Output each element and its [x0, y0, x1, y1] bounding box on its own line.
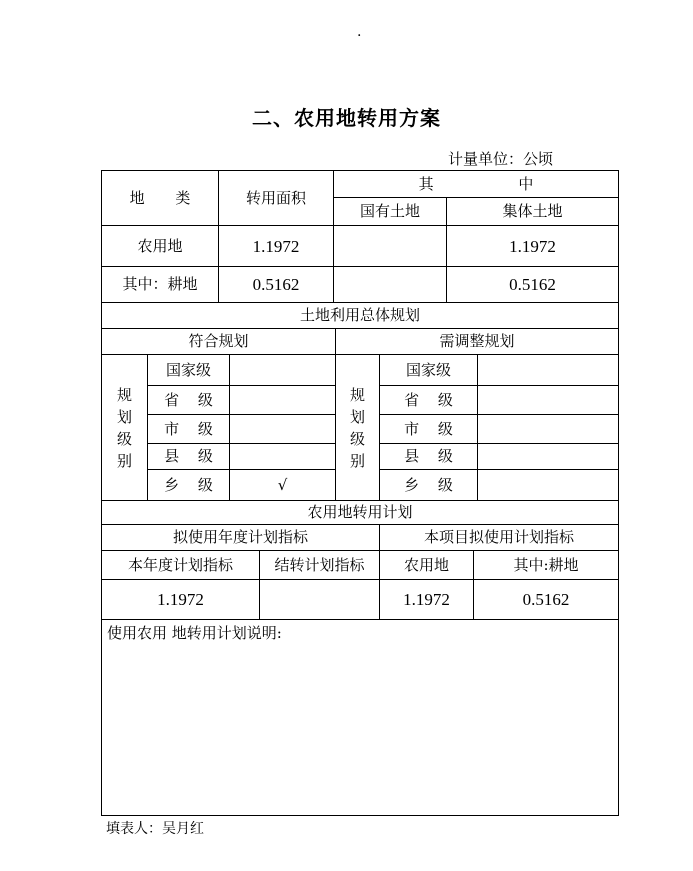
level-city: 市 级 — [404, 419, 453, 438]
conform-mark-national — [230, 355, 335, 385]
row-area-agri: 1.1972 — [252, 236, 300, 256]
adjust-mark-township — [478, 470, 618, 500]
plan-section-title: 土地利用总体规划 — [299, 306, 420, 324]
current-year-header: 本年度计划指标 — [127, 555, 233, 574]
conform-plan-title: 符合规划 — [188, 332, 249, 350]
level-county: 县 级 — [164, 447, 213, 465]
row-collective-agri: 1.1972 — [509, 236, 556, 256]
project-index-title: 本项目拟使用计划指标 — [423, 528, 574, 546]
cultivated-header: 其中:耕地 — [513, 555, 579, 574]
header-collective-land: 集体土地 — [502, 202, 563, 220]
rule — [101, 619, 619, 620]
filled-by: 填表人：吴月红 — [106, 821, 204, 837]
row-area-cultivated: 0.5162 — [252, 275, 300, 294]
plan-level-label-left — [102, 355, 147, 500]
row-state-agri — [334, 226, 446, 266]
header-of-which: 其 中 — [418, 174, 534, 193]
conform-mark-township: √ — [277, 475, 288, 494]
carryover-header: 结转计划指标 — [274, 555, 365, 574]
row-label-cultivated: 其中：耕地 — [122, 275, 198, 293]
header-area: 转用面积 — [245, 188, 306, 207]
row-collective-cultivated: 0.5162 — [509, 275, 556, 294]
top-mark: . — [357, 24, 362, 40]
level-national: 国家级 — [405, 360, 451, 379]
agri-land-value: 1.1972 — [403, 590, 450, 609]
adjust-plan-title: 需调整规划 — [439, 332, 515, 350]
plan-note-label: 使用农用 地转用计划说明: — [107, 624, 282, 642]
level-city: 市 级 — [164, 419, 213, 438]
plan-level-label-right — [336, 355, 379, 500]
header-land-type: 地 类 — [129, 188, 191, 207]
proposed-index-title: 拟使用年度计划指标 — [172, 528, 308, 546]
current-year-value: 1.1972 — [157, 590, 204, 609]
conform-mark-county — [230, 444, 335, 469]
page-title: 二、农用地转用方案 — [252, 106, 441, 130]
level-national: 国家级 — [165, 360, 211, 379]
unit-label: 计量单位：公顷 — [448, 150, 554, 168]
conversion-section-title: 农用地转用计划 — [307, 503, 413, 521]
conform-mark-city — [230, 415, 335, 443]
level-township: 乡 级 — [404, 475, 453, 494]
plan-level-label-text: 规划级别 — [116, 385, 132, 470]
adjust-mark-city — [478, 415, 618, 443]
plan-level-label-text: 规划级别 — [349, 385, 365, 470]
row-state-cultivated — [334, 267, 446, 302]
adjust-mark-province — [478, 386, 618, 414]
agri-land-header: 农用地 — [403, 555, 449, 574]
conform-mark-province — [230, 386, 335, 414]
level-county: 县 级 — [404, 447, 453, 465]
level-province: 省 级 — [404, 390, 453, 409]
level-township: 乡 级 — [164, 475, 213, 494]
cultivated-value: 0.5162 — [522, 590, 570, 609]
table-border-bottom — [101, 815, 619, 816]
header-state-land: 国有土地 — [359, 202, 420, 220]
level-province: 省 级 — [164, 390, 213, 409]
adjust-mark-county — [478, 444, 618, 469]
row-label-agri: 农用地 — [137, 236, 183, 255]
adjust-mark-national — [478, 355, 618, 385]
carryover-value — [260, 580, 379, 619]
